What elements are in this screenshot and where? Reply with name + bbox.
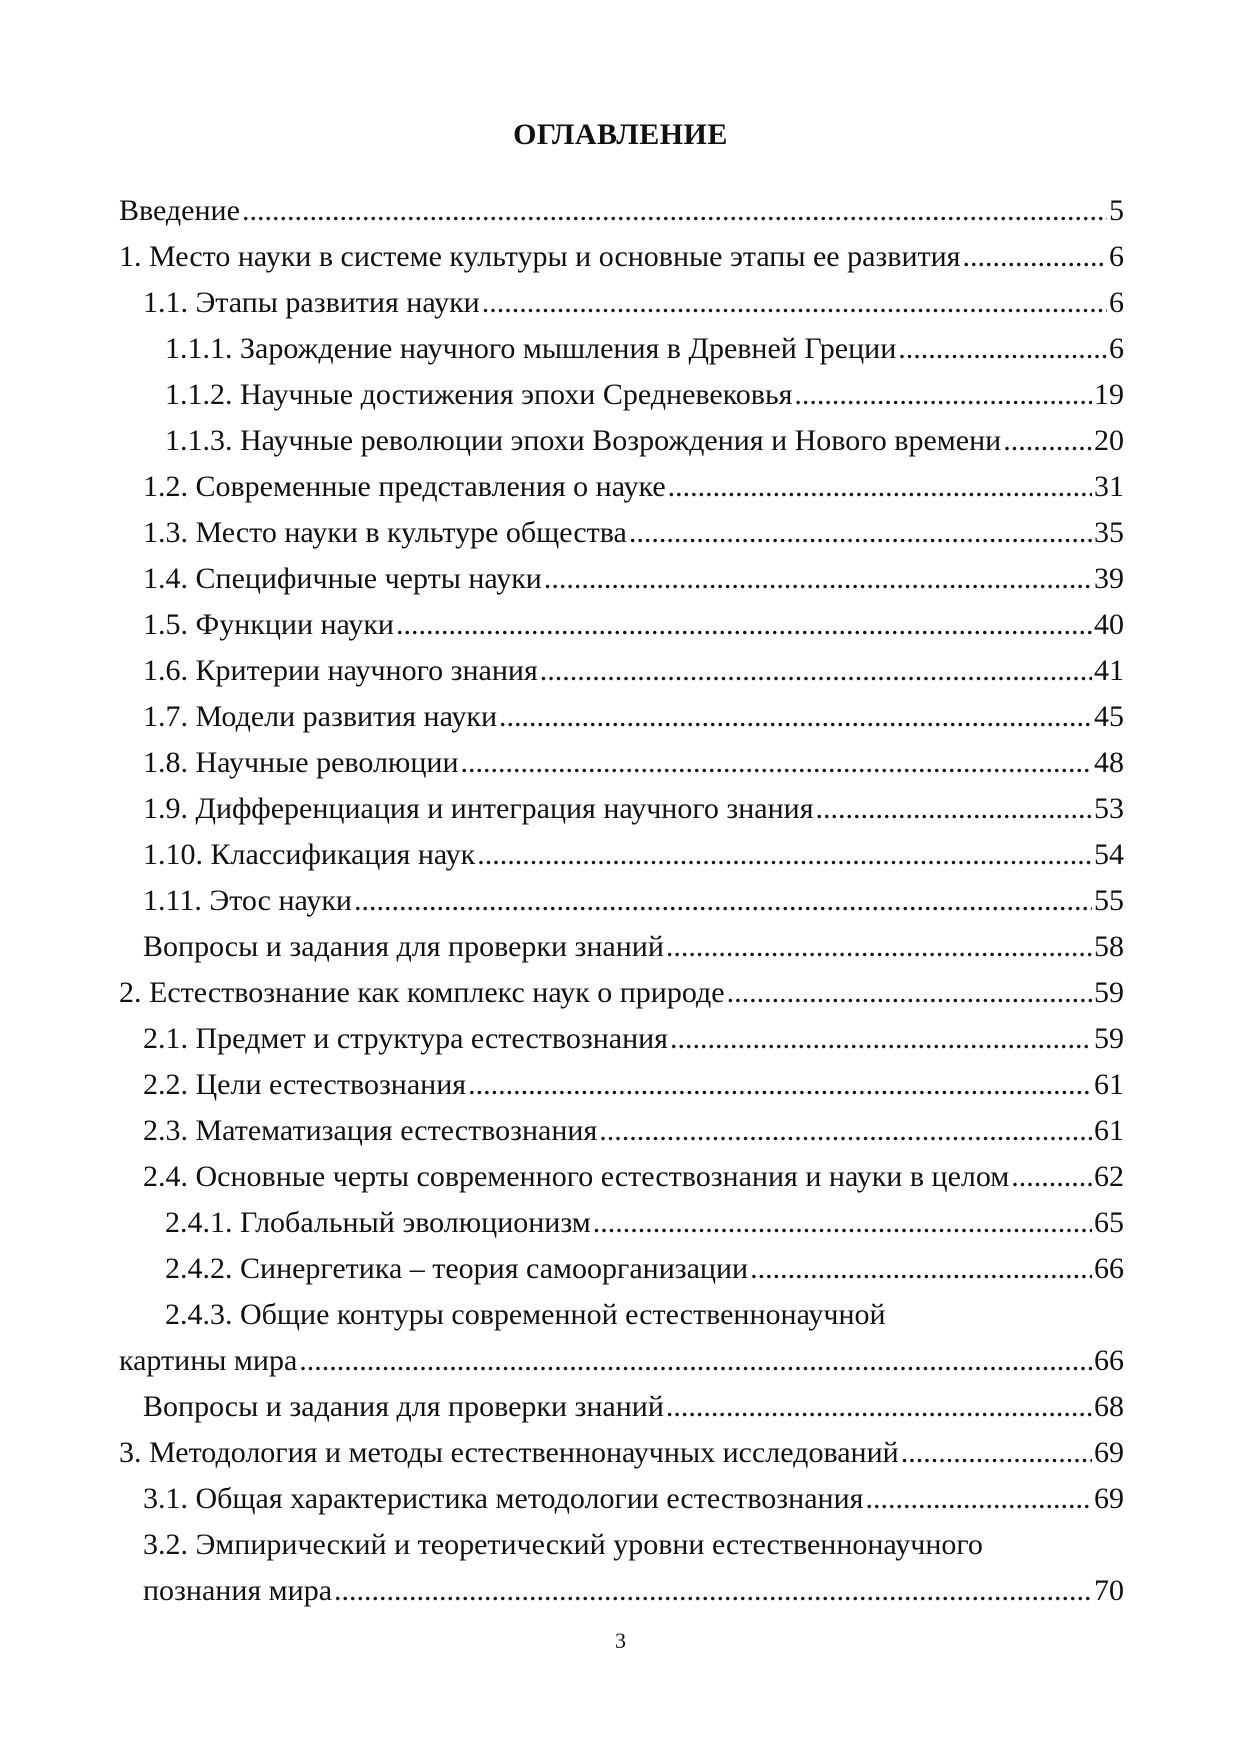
toc-entry[interactable] [119,188,1124,234]
toc-entry-title: 1.6. Критерии научного знания [143,654,538,687]
toc-entry-title: 2.1. Предмет и структура естествознания [143,1022,668,1055]
toc-entry-title: 1.5. Функции науки [143,608,394,641]
toc-entry-page: 45 [1094,700,1124,733]
toc-entry[interactable] [119,1062,1124,1108]
toc-entry-page: 66 [1094,1252,1124,1285]
toc-entry-page: 19 [1094,378,1124,411]
toc-entry[interactable] [119,234,1124,280]
toc-entry-page: 40 [1094,608,1124,641]
toc-entry[interactable] [119,970,1124,1016]
toc-leader [668,464,1092,510]
toc-entry-page: 55 [1094,884,1124,917]
toc-entry-page: 20 [1094,424,1124,457]
toc-entry[interactable] [119,602,1124,648]
toc-leader [468,1062,1092,1108]
toc-entry[interactable] [119,1246,1124,1292]
toc-leader [354,878,1092,924]
toc-entry-title: 2.2. Цели естествознания [143,1068,467,1101]
toc-entry[interactable] [119,1200,1124,1246]
toc-entry[interactable] [119,740,1124,786]
toc-leader [461,740,1093,786]
toc-entry-title-continued: картины мира [119,1344,298,1377]
toc-entry-title: 1.11. Этос науки [143,884,352,917]
toc-entry-page: 6 [1109,240,1124,273]
toc-entry-title: Вопросы и задания для проверки знаний [143,1390,664,1423]
toc-entry-page: 31 [1094,470,1124,503]
toc-entry-page: 61 [1094,1114,1124,1147]
toc-entry-title: 1.3. Место науки в культуре общества [143,516,627,549]
toc-leader [477,832,1092,878]
toc-entry-title: 2.4. Основные черты современного естествознания и науки в целом [143,1160,1010,1193]
toc-entry-first-line[interactable] [119,1522,1124,1568]
toc-entry-title: 2.4.2. Синергетика – теория самоорганизации [165,1252,749,1285]
toc-leader [794,372,1092,418]
toc-entry-page: 59 [1094,976,1124,1009]
toc-entry-title: Введение [119,194,240,227]
toc-entry-title-continued: познания мира [143,1574,333,1607]
toc-entry-page: 6 [1109,332,1124,365]
toc-entry[interactable] [119,326,1124,372]
toc-entry-title: 1.9. Дифференциация и интеграция научного знания [143,792,814,825]
toc-leader [750,1246,1092,1292]
toc-entry[interactable] [119,924,1124,970]
toc-entry[interactable] [119,280,1124,326]
toc-leader [666,924,1092,970]
toc-entry-page: 70 [1094,1574,1124,1607]
toc-entry-page: 41 [1094,654,1124,687]
toc-entry-title: 1. Место науки в системе культуры и основные этапы ее развития [119,240,961,273]
table-of-contents [119,188,1124,1614]
toc-entry-page: 59 [1094,1022,1124,1055]
toc-leader [540,648,1092,694]
toc-entry-title: 2.4.3. Общие контуры современной естественнонаучной [165,1298,886,1331]
toc-leader [901,1430,1092,1476]
toc-entry-title: 1.8. Научные революции [143,746,459,779]
toc-leader [593,1200,1092,1246]
toc-entry[interactable] [119,832,1124,878]
toc-entry[interactable] [119,1154,1124,1200]
toc-entry[interactable] [119,510,1124,556]
toc-entry-title: 3. Методология и методы естественнонаучных исследований [119,1436,899,1469]
toc-entry-page: 62 [1094,1160,1124,1193]
toc-leader [865,1476,1092,1522]
toc-leader [629,510,1092,556]
toc-title: ОГЛАВЛЕНИЕ [513,118,728,151]
toc-leader [1003,418,1092,464]
toc-entry[interactable] [119,878,1124,924]
toc-entry-title: 2. Естествознание как комплекс наук о природе [119,976,725,1009]
toc-entry-page: 66 [1094,1344,1124,1377]
toc-entry-page: 68 [1094,1390,1124,1423]
toc-leader [670,1016,1092,1062]
toc-entry[interactable] [119,694,1124,740]
toc-entry[interactable] [119,1016,1124,1062]
toc-entry-page: 39 [1094,562,1124,595]
toc-entry-page: 6 [1109,286,1124,319]
toc-entry-title: 1.1. Этапы развития науки [143,286,480,319]
toc-entry-page: 69 [1094,1482,1124,1515]
toc-entry-title: 3.2. Эмпирический и теоретический уровни естественнонаучного [143,1528,983,1561]
toc-entry[interactable] [119,1384,1124,1430]
toc-leader [499,694,1092,740]
toc-entry[interactable] [119,786,1124,832]
toc-entry[interactable] [119,1568,1124,1614]
toc-entry[interactable] [119,648,1124,694]
toc-leader [816,786,1092,832]
toc-leader [482,280,1107,326]
toc-entry-title: 1.10. Классификация наук [143,838,476,871]
toc-entry-title: 1.1.1. Зарождение научного мышления в Древней Греции [165,332,897,365]
toc-entry-title: 1.7. Модели развития науки [143,700,497,733]
toc-entry[interactable] [119,372,1124,418]
toc-entry-page: 65 [1094,1206,1124,1239]
toc-leader [299,1338,1092,1384]
toc-entry-title: 2.4.1. Глобальный эволюционизм [165,1206,591,1239]
toc-leader [544,556,1092,602]
toc-leader [396,602,1092,648]
toc-entry[interactable] [119,1108,1124,1154]
toc-entry-title: 1.1.3. Научные революции эпохи Возрождения и Нового времени [165,424,1002,457]
toc-entry-first-line[interactable] [119,1292,1124,1338]
toc-entry-title: 2.3. Математизация естествознания [143,1114,598,1147]
toc-entry-title: 3.1. Общая характеристика методологии естествознания [143,1482,864,1515]
toc-leader [962,234,1107,280]
toc-entry[interactable] [119,556,1124,602]
toc-entry[interactable] [119,464,1124,510]
toc-entry-page: 35 [1094,516,1124,549]
toc-leader [1011,1154,1092,1200]
toc-entry-page: 58 [1094,930,1124,963]
toc-entry[interactable] [119,1430,1124,1476]
toc-leader [599,1108,1092,1154]
toc-entry-title: 1.1.2. Научные достижения эпохи Средневековья [165,378,793,411]
toc-entry[interactable] [119,1476,1124,1522]
toc-entry-page: 5 [1109,194,1124,227]
toc-entry[interactable] [119,418,1124,464]
toc-leader [666,1384,1092,1430]
toc-leader [242,188,1107,234]
toc-entry-page: 61 [1094,1068,1124,1101]
toc-entry-page: 69 [1094,1436,1124,1469]
page-number: 3 [615,1628,626,1653]
toc-entry-title: Вопросы и задания для проверки знаний [143,930,664,963]
toc-entry-page: 54 [1094,838,1124,871]
toc-entry-title: 1.4. Специфичные черты науки [143,562,542,595]
toc-entry-page: 48 [1094,746,1124,779]
toc-entry-title: 1.2. Современные представления о науке [143,470,666,503]
toc-leader [898,326,1107,372]
toc-leader [334,1568,1092,1614]
toc-entry[interactable] [119,1338,1124,1384]
toc-entry-page: 53 [1094,792,1124,825]
toc-leader [727,970,1092,1016]
